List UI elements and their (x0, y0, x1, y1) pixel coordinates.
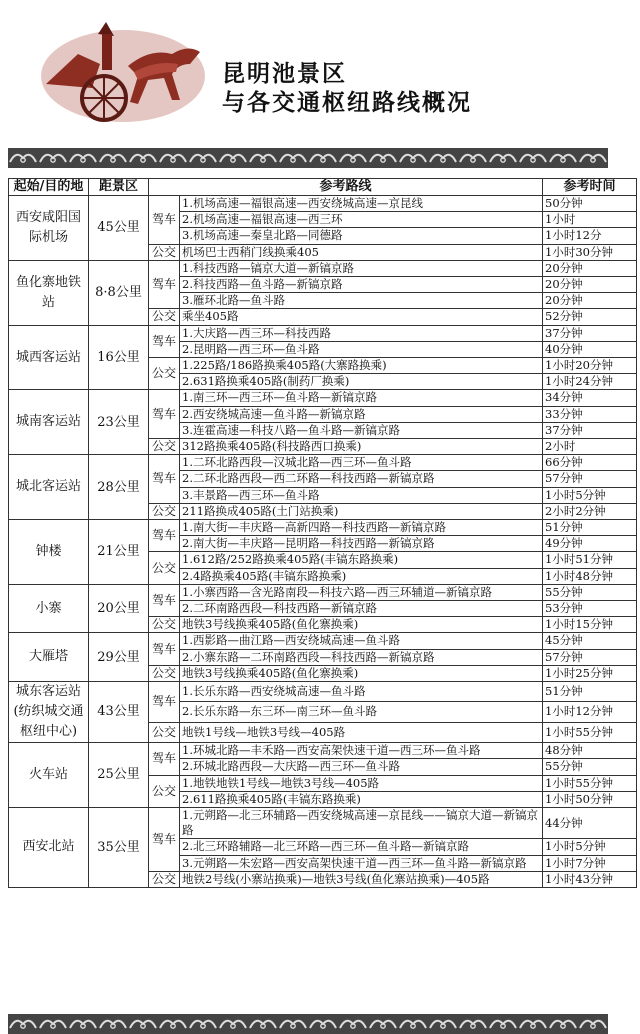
time-cell: 49分钟 (543, 536, 637, 552)
time-cell: 1小时51分钟 (543, 552, 637, 568)
route-cell: 211路换成405路(土门站换乘) (180, 503, 543, 519)
time-cell: 37分钟 (543, 422, 637, 438)
mode-cell: 驾车 (149, 390, 180, 439)
route-cell: 3.雁环北路—鱼斗路 (180, 293, 543, 309)
time-cell: 20分钟 (543, 277, 637, 293)
mode-cell: 驾车 (149, 682, 180, 723)
time-cell: 2小时2分钟 (543, 503, 637, 519)
time-cell: 1小时12分 (543, 228, 637, 244)
decorative-border-top (8, 148, 608, 168)
time-cell: 66分钟 (543, 455, 637, 471)
route-cell: 1.地铁地铁1号线—地铁3号线—405路 (180, 775, 543, 791)
time-cell: 1小时12分钟 (543, 702, 637, 722)
route-cell: 1.长乐东路—西安绕城高速—鱼斗路 (180, 682, 543, 702)
mode-cell: 公交 (149, 871, 180, 887)
route-cell: 2.小寨东路—二环南路西段—科技西路—新镐京路 (180, 649, 543, 665)
route-cell: 1.225路/186路换乘405路(大寨路换乘) (180, 358, 543, 374)
page-title (222, 60, 472, 118)
route-cell: 乘坐405路 (180, 309, 543, 325)
route-cell: 1.元朔路—北三环辅路—西安绕城高速—京昆线——镐京大道—新镐京路 (180, 807, 543, 838)
mode-cell: 驾车 (149, 633, 180, 665)
distance-cell: 20公里 (89, 584, 149, 633)
table-row (9, 520, 637, 536)
time-cell: 55分钟 (543, 584, 637, 600)
mode-cell: 公交 (149, 439, 180, 455)
table-row (9, 584, 637, 600)
time-cell: 1小时15分钟 (543, 617, 637, 633)
route-cell: 地铁2号线(小寨站换乘)—地铁3号线(鱼化寨站换乘)—405路 (180, 871, 543, 887)
time-cell: 1小时5分钟 (543, 487, 637, 503)
page-header (0, 0, 640, 145)
mode-cell: 公交 (149, 665, 180, 681)
mode-cell: 驾车 (149, 584, 180, 616)
time-cell: 20分钟 (543, 260, 637, 276)
table-row (9, 807, 637, 838)
distance-cell: 8·8公里 (89, 260, 149, 325)
route-cell: 2.611路换乘405路(丰镐东路换乘) (180, 791, 543, 807)
route-cell: 地铁1号线—地铁3号线—405路 (180, 722, 543, 742)
time-cell: 44分钟 (543, 807, 637, 838)
time-cell: 52分钟 (543, 309, 637, 325)
time-cell: 1小时7分钟 (543, 855, 637, 871)
mode-cell: 公交 (149, 503, 180, 519)
route-cell: 3.元朔路—朱宏路—西安高架快速干道—西三环—鱼斗路—新镐京路 (180, 855, 543, 871)
route-cell: 地铁3号线换乘405路(鱼化寨换乘) (180, 665, 543, 681)
route-cell: 地铁3号线换乘405路(鱼化寨换乘) (180, 617, 543, 633)
time-cell: 51分钟 (543, 520, 637, 536)
route-table (8, 178, 637, 888)
route-cell: 2.环城北路西段—大庆路—西三环—鱼斗路 (180, 759, 543, 775)
distance-cell: 16公里 (89, 325, 149, 390)
mode-cell: 公交 (149, 552, 180, 584)
time-cell: 45分钟 (543, 633, 637, 649)
time-cell: 1小时 (543, 212, 637, 228)
origin-cell: 火车站 (9, 743, 89, 808)
time-cell: 1小时30分钟 (543, 244, 637, 260)
time-cell: 1小时50分钟 (543, 791, 637, 807)
origin-cell: 城西客运站 (9, 325, 89, 390)
header-route: 参考路线 (149, 179, 543, 196)
mode-cell: 驾车 (149, 743, 180, 775)
route-cell: 312路换乘405路(科技路西口换乘) (180, 439, 543, 455)
time-cell: 2小时 (543, 439, 637, 455)
route-cell: 1.机场高速—福银高速—西安绕城高速—京昆线 (180, 196, 543, 212)
time-cell: 48分钟 (543, 743, 637, 759)
route-cell: 2.南大街—丰庆路—昆明路—科技西路—新镐京路 (180, 536, 543, 552)
table-row (9, 633, 637, 649)
mode-cell: 驾车 (149, 325, 180, 357)
time-cell: 1小时5分钟 (543, 839, 637, 855)
title-line-1: 昆明池景区 (222, 61, 347, 87)
time-cell: 1小时48分钟 (543, 568, 637, 584)
origin-cell: 小寨 (9, 584, 89, 633)
route-cell: 2.二环南路西段—科技西路—新镐京路 (180, 601, 543, 617)
time-cell: 1小时25分钟 (543, 665, 637, 681)
route-cell: 2.昆明路—西三环—鱼斗路 (180, 341, 543, 357)
table-row (9, 682, 637, 702)
mode-cell: 公交 (149, 358, 180, 390)
time-cell: 57分钟 (543, 471, 637, 487)
distance-cell: 35公里 (89, 807, 149, 887)
time-cell: 51分钟 (543, 682, 637, 702)
header-origin: 起始/目的地 (9, 179, 89, 196)
origin-cell: 城北客运站 (9, 455, 89, 520)
route-cell: 3.丰景路—西三环—鱼斗路 (180, 487, 543, 503)
time-cell: 20分钟 (543, 293, 637, 309)
origin-cell: 城东客运站(纺织城交通枢纽中心) (9, 682, 89, 743)
time-cell: 1小时24分钟 (543, 374, 637, 390)
route-cell: 1.大庆路—西三环—科技西路 (180, 325, 543, 341)
chariot-logo-icon (38, 14, 208, 126)
time-cell: 50分钟 (543, 196, 637, 212)
mode-cell: 驾车 (149, 807, 180, 871)
mode-cell: 驾车 (149, 260, 180, 309)
origin-cell: 西安北站 (9, 807, 89, 887)
time-cell: 33分钟 (543, 406, 637, 422)
header-distance: 距景区 (89, 179, 149, 196)
route-cell: 1.二环北路西段—汉城北路—西三环—鱼斗路 (180, 455, 543, 471)
mode-cell: 公交 (149, 617, 180, 633)
route-cell: 3.机场高速—秦皇北路—同德路 (180, 228, 543, 244)
table-header-row (9, 179, 637, 196)
table-row (9, 390, 637, 406)
mode-cell: 公交 (149, 244, 180, 260)
distance-cell: 28公里 (89, 455, 149, 520)
time-cell: 34分钟 (543, 390, 637, 406)
origin-cell: 钟楼 (9, 520, 89, 585)
route-cell: 2.机场高速—福银高速—西三环 (180, 212, 543, 228)
route-cell: 3.连霍高速—科技八路—鱼斗路—新镐京路 (180, 422, 543, 438)
origin-cell: 城南客运站 (9, 390, 89, 455)
distance-cell: 29公里 (89, 633, 149, 682)
table-row (9, 196, 637, 212)
mode-cell: 公交 (149, 722, 180, 742)
distance-cell: 43公里 (89, 682, 149, 743)
route-cell: 1.科技西路—镐京大道—新镐京路 (180, 260, 543, 276)
table-row (9, 455, 637, 471)
route-cell: 1.南大街—丰庆路—高新四路—科技西路—新镐京路 (180, 520, 543, 536)
route-cell: 2.二环北路西段—西二环路—科技西路—新镐京路 (180, 471, 543, 487)
table-row (9, 325, 637, 341)
route-cell: 2.4路换乘405路(丰镐东路换乘) (180, 568, 543, 584)
route-cell: 机场巴士西稍门线换乘405 (180, 244, 543, 260)
route-cell: 2.北三环路辅路—北三环路—西三环—鱼斗路—新镐京路 (180, 839, 543, 855)
origin-cell: 大雁塔 (9, 633, 89, 682)
mode-cell: 公交 (149, 775, 180, 807)
distance-cell: 25公里 (89, 743, 149, 808)
table-row (9, 743, 637, 759)
route-cell: 2.科技西路—鱼斗路—新镐京路 (180, 277, 543, 293)
mode-cell: 公交 (149, 309, 180, 325)
route-cell: 1.小寨西路—含光路南段—科技六路—西三环辅道—新镐京路 (180, 584, 543, 600)
time-cell: 1小时20分钟 (543, 358, 637, 374)
header-time: 参考时间 (543, 179, 637, 196)
origin-cell: 鱼化寨地铁站 (9, 260, 89, 325)
route-cell: 1.南三环—西三环—鱼斗路—新镐京路 (180, 390, 543, 406)
time-cell: 40分钟 (543, 341, 637, 357)
table-row (9, 260, 637, 276)
time-cell: 1小时55分钟 (543, 722, 637, 742)
route-cell: 2.长乐东路—东三环—南三环—鱼斗路 (180, 702, 543, 722)
route-cell: 2.631路换乘405路(制药厂换乘) (180, 374, 543, 390)
mode-cell: 驾车 (149, 455, 180, 504)
time-cell: 1小时55分钟 (543, 775, 637, 791)
distance-cell: 23公里 (89, 390, 149, 455)
time-cell: 53分钟 (543, 601, 637, 617)
route-cell: 2.西安绕城高速—鱼斗路—新镐京路 (180, 406, 543, 422)
route-cell: 1.环城北路—丰禾路—西安高架快速干道—西三环—鱼斗路 (180, 743, 543, 759)
origin-cell: 西安咸阳国际机场 (9, 196, 89, 261)
decorative-border-bottom (8, 1014, 608, 1034)
distance-cell: 45公里 (89, 196, 149, 261)
time-cell: 1小时43分钟 (543, 871, 637, 887)
mode-cell: 驾车 (149, 196, 180, 245)
distance-cell: 21公里 (89, 520, 149, 585)
route-cell: 1.西影路—曲江路—西安绕城高速—鱼斗路 (180, 633, 543, 649)
mode-cell: 驾车 (149, 520, 180, 552)
time-cell: 57分钟 (543, 649, 637, 665)
time-cell: 55分钟 (543, 759, 637, 775)
route-cell: 1.612路/252路换乘405路(丰镐东路换乘) (180, 552, 543, 568)
title-line-2: 与各交通枢纽路线概况 (222, 90, 472, 116)
time-cell: 37分钟 (543, 325, 637, 341)
